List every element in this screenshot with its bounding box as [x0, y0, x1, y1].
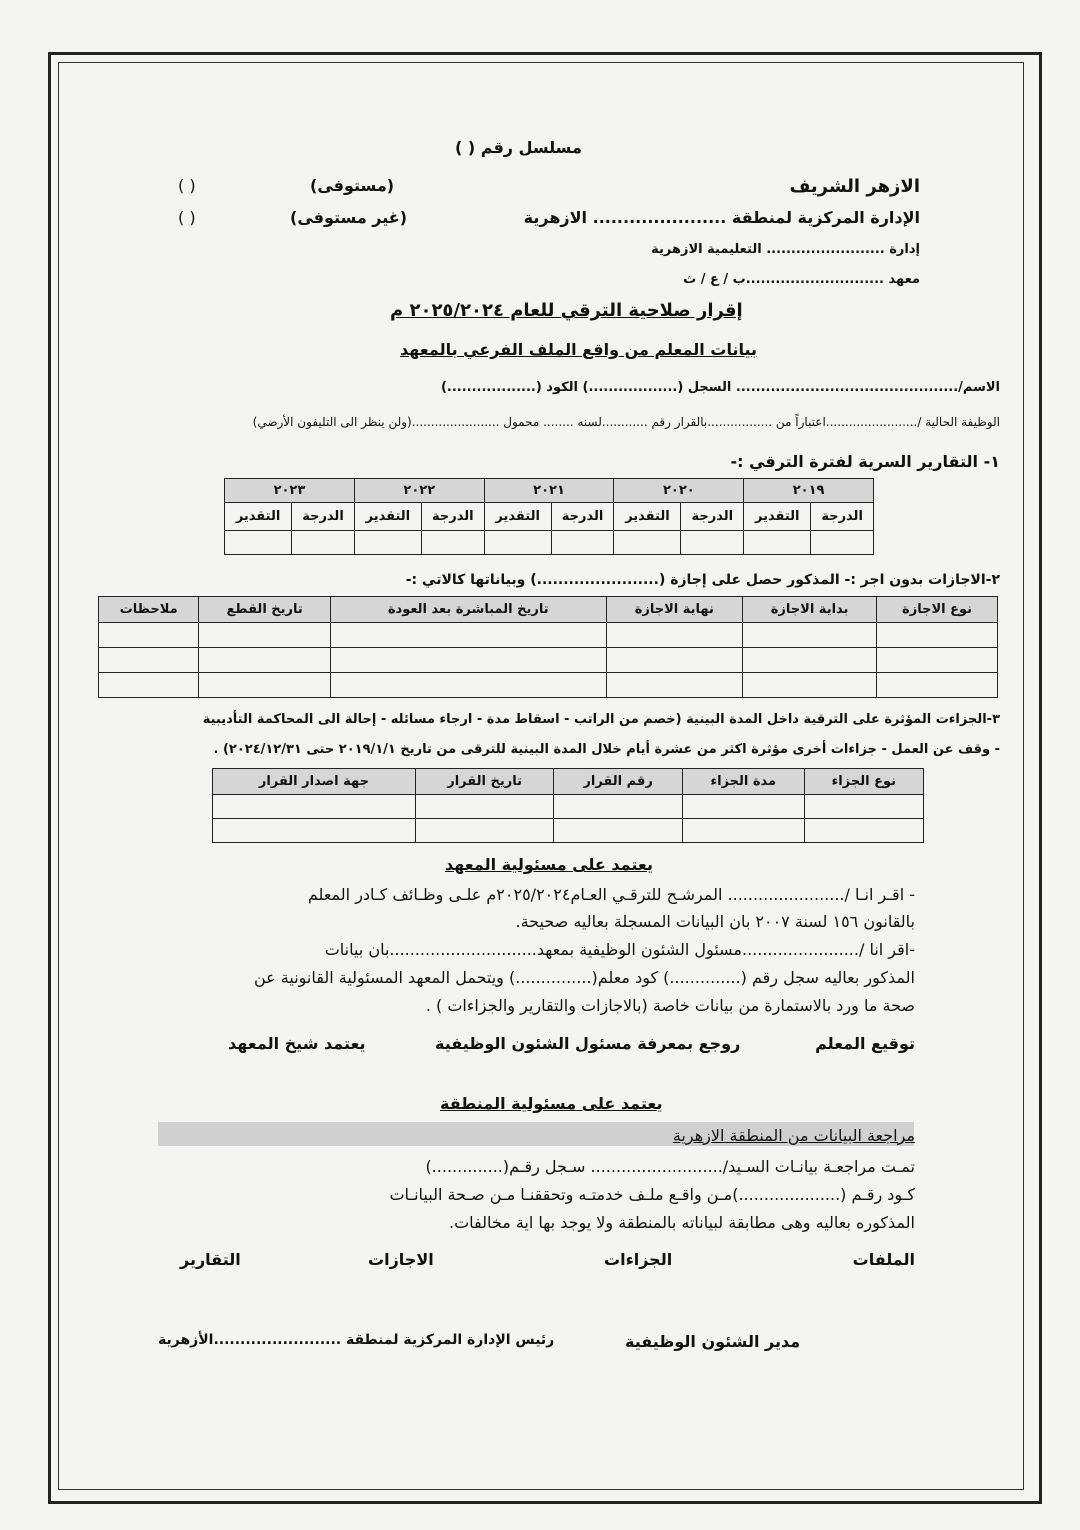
files-item: الملفات: [852, 1250, 915, 1269]
level-incomplete-label: (غير مستوفى): [290, 208, 408, 227]
table-cell: [354, 531, 421, 555]
table-cell: [811, 531, 874, 555]
leaves-header: تاريخ المباشرة بعد العودة: [330, 597, 606, 623]
leaves-header: نوع الاجازة: [877, 597, 998, 623]
zone-cert-p3: المذكوره بعاليه وهى مطابقة لبياناته بالمنطقة ولا يوجد بها اية مخالفات.: [449, 1213, 915, 1232]
table-cell: [213, 795, 416, 819]
year-header: ٢٠٢٢: [354, 479, 484, 503]
leaves-header: ملاحظات: [99, 597, 199, 623]
table-cell: [330, 673, 606, 698]
table-cell: [804, 795, 923, 819]
section2-title: ٢-الاجازات بدون اجر :- المذكور حصل على إجازة (.......................) وبياناتها كالاتي :-: [405, 572, 1000, 588]
table-cell: [554, 795, 683, 819]
year-header: ٢٠١٩: [744, 479, 874, 503]
table-cell: [99, 673, 199, 698]
sheikh-signature: يعتمد شيخ المعهد: [228, 1034, 366, 1053]
table-cell: [804, 819, 923, 843]
grade-col: الدرجة: [811, 503, 874, 531]
table-cell: [554, 819, 683, 843]
reports-item: التقارير: [180, 1250, 241, 1269]
leaves-header: تاريخ القطع: [199, 597, 331, 623]
leaves-table: [98, 596, 998, 698]
rating-col: التقدير: [744, 503, 811, 531]
institute-line: معهد ............................ب / ع / ث: [683, 272, 920, 287]
section1-title: ١- التقارير السرية لفترة الترقي :-: [730, 452, 1000, 471]
table-cell: [199, 623, 331, 648]
table-cell: [877, 648, 998, 673]
table-cell: [199, 648, 331, 673]
year-header: ٢٠٢٠: [614, 479, 744, 503]
form-subtitle: بيانات المعلم من واقع الملف الفرعي بالمعهد: [400, 340, 757, 359]
zone-head-signature: رئيس الإدارة المركزية لمنطقة ........................الأزهرية: [158, 1332, 555, 1348]
table-cell: [744, 531, 811, 555]
reports-table: [224, 478, 874, 555]
leaves-header: نهاية الاجازة: [606, 597, 743, 623]
table-cell: [421, 531, 484, 555]
table-cell: [199, 673, 331, 698]
table-cell: [292, 531, 355, 555]
azhar-title: الازهر الشريف: [789, 176, 920, 197]
table-cell: [606, 648, 743, 673]
table-cell: [213, 819, 416, 843]
grade-col: الدرجة: [421, 503, 484, 531]
rating-col: التقدير: [354, 503, 421, 531]
hr-director-signature: مدير الشئون الوظيفية: [625, 1332, 801, 1351]
table-cell: [743, 673, 877, 698]
table-cell: [484, 531, 551, 555]
table-cell: [415, 795, 553, 819]
table-cell: [551, 531, 614, 555]
table-cell: [877, 673, 998, 698]
table-cell: [99, 648, 199, 673]
zone-cert-title: يعتمد على مسئولية المنطقة: [440, 1094, 663, 1113]
rating-col: التقدير: [484, 503, 551, 531]
year-header: ٢٠٢٣: [225, 479, 355, 503]
institute-cert-p5: صحة ما ورد بالاستمارة من بيانات خاصة (بالاجازات والتقارير والجزاءات ) .: [425, 996, 915, 1015]
zone-line: الإدارة المركزية لمنطقة ...................... الازهرية: [523, 208, 920, 227]
zone-cert-p1: تمـت مراجعـة بيانـات السـيد/.......................... سـجل رقـم(..............): [425, 1157, 915, 1176]
grade-col: الدرجة: [681, 503, 744, 531]
table-cell: [743, 648, 877, 673]
table-cell: [743, 623, 877, 648]
table-cell: [606, 673, 743, 698]
rating-col: التقدير: [225, 503, 292, 531]
penalties-header: تاريخ القرار: [415, 769, 553, 795]
table-cell: [415, 819, 553, 843]
year-header: ٢٠٢١: [484, 479, 614, 503]
grade-col: الدرجة: [551, 503, 614, 531]
grade-col: الدرجة: [292, 503, 355, 531]
serial-number: مسلسل رقم ( ): [455, 138, 582, 157]
level-incomplete-box: ( ): [178, 208, 196, 227]
leaves-header: بداية الاجازة: [743, 597, 877, 623]
table-cell: [877, 623, 998, 648]
penalties-header: نوع الجزاء: [804, 769, 923, 795]
institute-cert-p4: المذكور بعاليه سجل رقم (..............) كود معلم(...............) ويتحمل المعهد المسئولية القانونية عن: [253, 968, 915, 987]
table-cell: [606, 623, 743, 648]
review-banner-text: مراجعة البيانات من المنطقة الازهرية: [672, 1126, 915, 1145]
job-line: الوظيفة الحالية /........................اعتباراً من .................بالقرار رقم ............لسنه ........ محمول .......................(ولن ينظر الى التليفون الأرضي): [252, 415, 1000, 429]
table-cell: [681, 531, 744, 555]
penalties-item: الجزاءات: [604, 1250, 673, 1269]
institute-cert-p2: بالقانون ١٥٦ لسنة ٢٠٠٧ بان البيانات المسجلة بعاليه صحيحة.: [515, 912, 915, 931]
level-complete-label: (مستوفى): [310, 176, 395, 195]
penalties-header: رقم القرار: [554, 769, 683, 795]
institute-cert-title: يعتمد على مسئولية المعهد: [445, 855, 653, 874]
table-cell: [682, 819, 804, 843]
table-cell: [614, 531, 681, 555]
table-cell: [330, 623, 606, 648]
rating-col: التقدير: [614, 503, 681, 531]
form-title: إقرار صلاحية الترقي للعام ٢٠٢٥/٢٠٢٤ م: [390, 300, 743, 321]
section3-title-1: ٣-الجزاءت المؤثرة على الترقية داخل المدة البينية (خصم من الراتب - اسقاط مدة - ارجاء مسائله - إحالة الى المحاكمة التأديبية: [202, 712, 1000, 727]
table-cell: [99, 623, 199, 648]
institute-cert-p3: -اقر انا /.......................مسئول الشئون الوظيفية بمعهد.............................بان بيانات: [324, 940, 915, 959]
table-cell: [682, 795, 804, 819]
section3-title-2: - وقف عن العمل - جزاءات أخرى مؤثرة اكثر من عشرة أيام خلال المدة البينية للترقى من تاريخ ٢٠١٩/١/١ حتى ٢٠٢٤/١٢/٣١) .: [213, 742, 1000, 757]
penalties-header: جهة اصدار القرار: [213, 769, 416, 795]
zone-cert-p2: كـود رقـم (....................)مـن واقـع ملـف خدمتـه وتحققنـا مـن صـحة البيانـات: [389, 1185, 915, 1204]
leaves-item: الاجازات: [368, 1250, 434, 1269]
penalties-table: [212, 768, 924, 843]
teacher-signature: توقيع المعلم: [815, 1034, 915, 1053]
hr-reviewed-signature: روجع بمعرفة مسئول الشئون الوظيفية: [435, 1034, 741, 1053]
penalties-header: مدة الجزاء: [682, 769, 804, 795]
name-record-code-line: الاسم/............................................. السجل (..................) الكود (..................): [440, 380, 1000, 395]
table-cell: [330, 648, 606, 673]
admin-line: إدارة ........................ التعليمية الازهرية: [651, 242, 920, 257]
level-complete-box: ( ): [178, 176, 196, 195]
table-cell: [225, 531, 292, 555]
institute-cert-p1: - اقـر انـا /....................... المرشـح للترقـي العـام٢٠٢٥/٢٠٢٤م علـى وظـائف كـادر المعلم: [307, 885, 915, 904]
